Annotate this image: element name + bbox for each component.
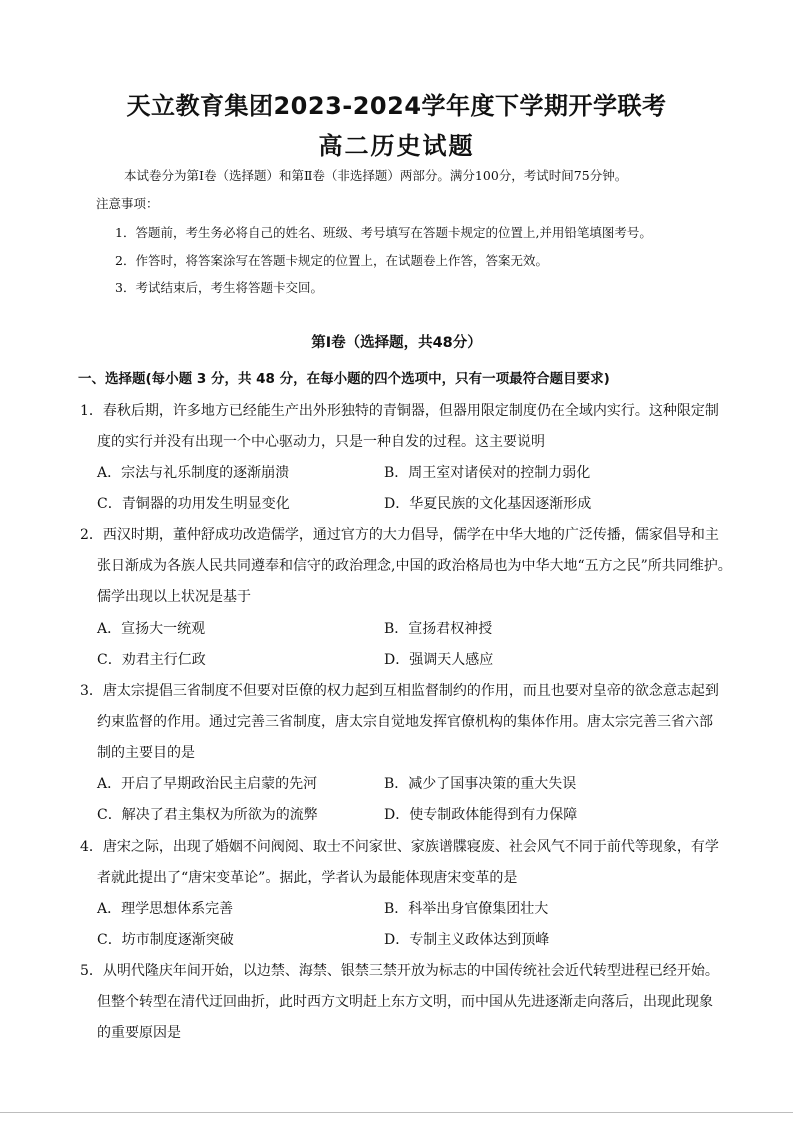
question-2-line: 儒学出现以上状况是基于 [97,589,251,605]
question-3-line: 制的主要目的是 [97,745,195,761]
footer-divider [0,1112,793,1113]
notice-heading: 注意事项： [96,196,159,211]
question-4-option-a[interactable]: A．理学思想体系完善 [97,901,234,917]
question-1-option-b[interactable]: B．周王室对诸侯对的控制力弱化 [384,465,591,481]
question-4-line: 4．唐宋之际，出现了婚姻不问阀阅、取士不问家世、家族谱牒寝废、社会风气不同于前代等现象，有学 [80,839,719,855]
question-2-option-b[interactable]: B．宣扬君权神授 [384,621,493,637]
exam-intro: 本试卷分为第Ⅰ卷（选择题）和第Ⅱ卷（非选择题）两部分。满分100分，考试时间75分钟。 [124,168,628,183]
section-title: 第Ⅰ卷（选择题，共48分） [311,335,482,351]
question-2-line: 2．西汉时期，董仲舒成功改造儒学，通过官方的大力倡导，儒学在中华大地的广泛传播，儒家倡导和主 [80,527,719,543]
question-2-option-d[interactable]: D．强调天人感应 [384,652,494,668]
question-3-option-c[interactable]: C．解决了君主集权为所欲为的流弊 [97,807,318,823]
question-1-option-c[interactable]: C．青铜器的功用发生明显变化 [97,496,290,512]
question-4-line: 者就此提出了“唐宋变革论”。据此，学者认为最能体现唐宋变革的是 [97,870,518,886]
question-1-line: 度的实行并没有出现一个中心驱动力，只是一种自发的过程。这主要说明 [97,434,545,450]
question-5-line: 5．从明代隆庆年间开始，以边禁、海禁、银禁三禁开放为标志的中国传统社会近代转型进程已经开始。 [80,963,719,979]
notice-item: 2．作答时，将答案涂写在答题卡规定的位置上，在试题卷上作答，答案无效。 [115,253,548,268]
question-2-option-a[interactable]: A．宣扬大一统观 [97,621,206,637]
question-5-line: 的重要原因是 [97,1025,181,1041]
question-5-line: 但整个转型在清代迂回曲折，此时西方文明赶上东方文明，而中国从先进逐渐走向落后，出现此现象 [97,994,713,1010]
part-heading: 一、选择题(每小题 3 分，共 48 分，在每小题的四个选项中，只有一项最符合题目要求) [78,371,610,387]
question-2-option-c[interactable]: C．劝君主行仁政 [97,652,206,668]
question-3-line: 约束监督的作用。通过完善三省制度，唐太宗自觉地发挥官僚机构的集体作用。唐太宗完善三省六部 [97,714,713,730]
question-1-line: 1．春秋后期，许多地方已经能生产出外形独特的青铜器，但器用限定制度仍在全域内实行。这种限定制 [80,403,719,419]
question-2-line: 张日渐成为各族人民共同遵奉和信守的政治理念,中国的政治格局也为中华大地“五方之民”所共同维护。 [97,558,732,574]
question-4-option-d[interactable]: D．专制主义政体达到顶峰 [384,932,550,948]
question-4-option-c[interactable]: C．坊市制度逐渐突破 [97,932,234,948]
notice-item: 3．考试结束后，考生将答题卡交回。 [115,280,323,295]
question-1-option-a[interactable]: A．宗法与礼乐制度的逐渐崩溃 [97,465,290,481]
exam-title: 天立教育集团2023-2024学年度下学期开学联考 [126,92,667,120]
question-3-option-d[interactable]: D．使专制政体能得到有力保障 [384,807,578,823]
notice-item: 1．答题前，考生务必将自己的姓名、班级、考号填写在答题卡规定的位置上,并用铅笔填图考号。 [115,225,652,240]
question-1-option-d[interactable]: D．华夏民族的文化基因逐渐形成 [384,496,592,512]
question-3-option-a[interactable]: A．开启了早期政治民主启蒙的先河 [97,776,318,792]
exam-subtitle: 高二历史试题 [318,132,475,160]
question-4-option-b[interactable]: B．科举出身官僚集团壮大 [384,901,549,917]
question-3-line: 3．唐太宗提倡三省制度不但要对臣僚的权力起到互相监督制约的作用，而且也要对皇帝的欲念意志起到 [80,683,719,699]
question-3-option-b[interactable]: B．减少了国事决策的重大失误 [384,776,577,792]
